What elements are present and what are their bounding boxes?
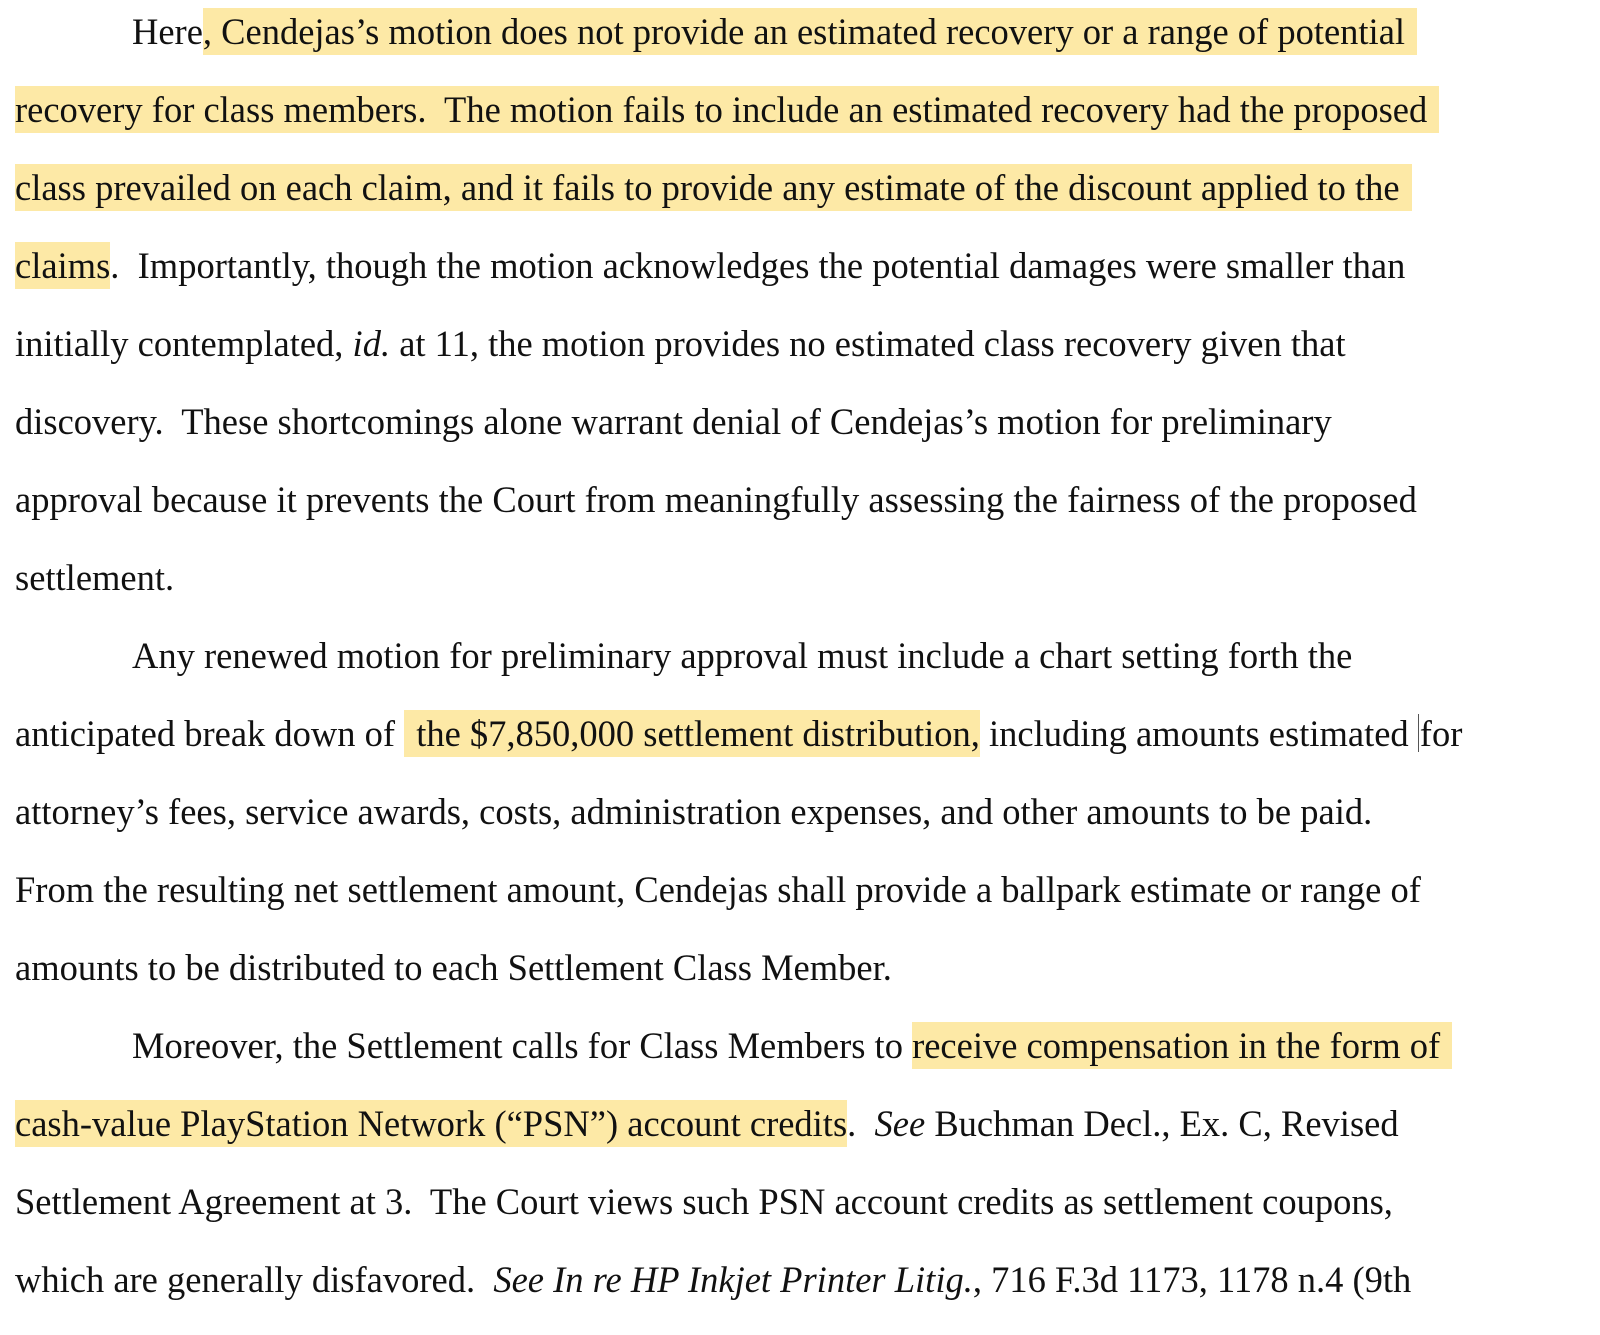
highlighted-text[interactable]: cash-value PlayStation Network (“PSN”) account credits [15, 1100, 847, 1147]
paragraph-line [15, 712, 1462, 756]
paragraph-line [15, 322, 1346, 366]
text-run: approval because it prevents the Court from meaningfully assessing the fairness of the proposed [15, 479, 1417, 520]
text-run: for [1419, 713, 1463, 754]
highlighted-text[interactable]: class prevailed on each claim, and it fails to provide any estimate of the discount applied to the [15, 164, 1412, 211]
highlighted-text[interactable]: receive compensation in the form of [912, 1022, 1452, 1069]
text-cursor [1418, 714, 1419, 752]
text-run: . Importantly, though the motion acknowledges the potential damages were smaller than [110, 245, 1406, 286]
text-run: , 716 F.3d 1173, 1178 n.4 (9th [972, 1259, 1412, 1300]
paragraph-line [15, 166, 1412, 210]
paragraph-line [15, 400, 1332, 444]
text-run: settlement. [15, 557, 175, 598]
paragraph-line [15, 244, 1405, 288]
italic-citation: See In re HP Inkjet Printer Litig. [493, 1259, 973, 1300]
paragraph-line [15, 556, 174, 600]
highlighted-text[interactable]: claims [15, 242, 110, 289]
text-run: attorney’s fees, service awards, costs, administration expenses, and other amounts to be paid. [15, 791, 1373, 832]
text-run: Settlement Agreement at 3. The Court views such PSN account credits as settlement coupons, [15, 1181, 1393, 1222]
italic-citation: id. [352, 323, 391, 364]
text-run: anticipated break down of [15, 713, 405, 754]
highlighted-text[interactable]: recovery for class members. The motion fails to include an estimated recovery had the proposed [15, 86, 1439, 133]
paragraph-line [132, 1024, 1452, 1068]
text-run: including amounts estimated [979, 713, 1418, 754]
italic-citation: See [874, 1103, 926, 1144]
text-run: Any renewed motion for preliminary approval must include a chart setting forth the [132, 635, 1353, 676]
paragraph-line [15, 790, 1372, 834]
paragraph-line [132, 10, 1417, 54]
text-run: . [847, 1103, 875, 1144]
highlighted-text[interactable]: the $7,850,000 settlement distribution, [404, 710, 980, 757]
text-run: Moreover, the Settlement calls for Class Members to [132, 1025, 913, 1066]
text-run: at 11, the motion provides no estimated class recovery given that [390, 323, 1346, 364]
text-run: From the resulting net settlement amount, Cendejas shall provide a ballpark estimate or range of [15, 869, 1421, 910]
paragraph-line [15, 1102, 1399, 1146]
paragraph-line [15, 478, 1417, 522]
paragraph-line [15, 946, 892, 990]
paragraph-line [132, 634, 1352, 678]
paragraph-line [15, 868, 1421, 912]
text-run: Here [132, 11, 203, 52]
paragraph-line [15, 1258, 1411, 1302]
text-run: Buchman Decl., Ex. C, Revised [925, 1103, 1399, 1144]
paragraph-line [15, 88, 1439, 132]
text-run: initially contemplated, [15, 323, 353, 364]
text-run: discovery. These shortcomings alone warrant denial of Cendejas’s motion for preliminary [15, 401, 1332, 442]
highlighted-text[interactable]: , Cendejas’s motion does not provide an estimated recovery or a range of potential [203, 8, 1417, 55]
paragraph-line [15, 1180, 1393, 1224]
text-run: amounts to be distributed to each Settlement Class Member. [15, 947, 892, 988]
text-run: which are generally disfavored. [15, 1259, 494, 1300]
